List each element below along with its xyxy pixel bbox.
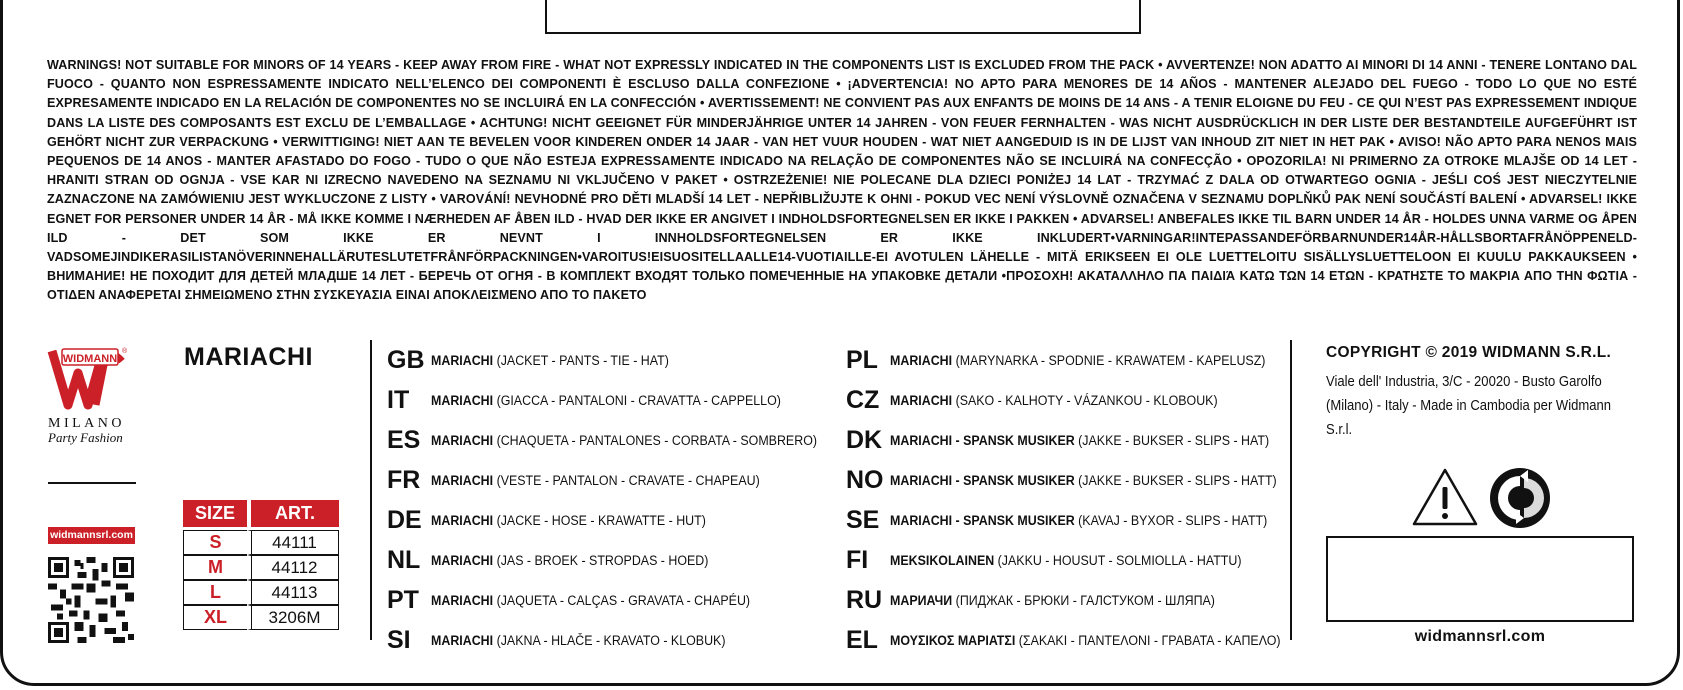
- language-row: [387, 380, 851, 420]
- copyright: COPYRIGHT © 2019 WIDMANN S.R.L.: [1326, 344, 1612, 361]
- lang-items: (JAKKU - HOUSUT - SOLMIOLLA - HATTU): [997, 552, 1242, 568]
- widmann-logo: [48, 343, 138, 446]
- language-row: [387, 460, 851, 500]
- lang-code: SE: [846, 505, 880, 534]
- logo-tagline: Party Fashion: [48, 430, 123, 445]
- green-dot-recycle-icon: [1488, 466, 1552, 530]
- size-table: [183, 500, 339, 630]
- logo-mark: [48, 343, 126, 414]
- lang-items: (JACKET - PANTS - TIE - HAT): [496, 352, 669, 368]
- qr-code-icon: [48, 557, 134, 643]
- lang-items: (ПИДЖАК - БРЮКИ - ГАЛСТУКОМ - ШЛЯПА): [955, 592, 1215, 608]
- size-cell: S: [183, 530, 247, 555]
- warnings-text: WARNINGS! NOT SUITABLE FOR MINORS OF 14 YEARS - KEEP AWAY FROM FIRE - WHAT NOT EXPRESSLY INDICATED IN THE COMPONENTS LIST IS EXCLUDED FROM THE PACK • AVVERTENZE! NON ADATTO AI MINORI DI 14 ANNI - TENERE LONTANO DAL FUOCO - QUANTO NON ESPRESSAMENTE INDICATO NELL’ELENCO DEI COMPONENTI È ESCLUSO DALLA CONFEZIONE • ¡ADVERTENCIA! NO APTO PARA MENORES DE 14 AÑOS - MANTENER ALEJADO DEL FUEGO - TODO LO QUE NO ESTÉ EXPRESAMENTE INDICADO EN LA RELACIÓN DE COMPONENTES NO SE INCLUIRÁ EN LA CONFECCIÓN • AVERTISSEMENT! NE CONVIENT PAS AUX ENFANTS DE MOINS DE 14 ANS - A TENIR ELOIGNE DU FEU - CE QUI N’EST PAS EXPRESSEMENT INDIQUE DANS LA LISTE DES COMPOSANTS EST EXCLU DE L’EMBALLAGE • ACHTUNG! NICHT GEEIGNET FÜR MINDERJÄHRIGE UNTER 14 JAHREN - VON FEUER FERNHALTEN - WAS NICHT AUSDRÜCKLICH IN DER LISTE DER BESTANDTEILE AUFGEFÜHRT IST GEHÖRT NICHT ZUR VERPACKUNG • VERWITTIGING! NIET AAN TE BEVELEN VOOR KINDEREN ONDER 14 JAAR - VAN HET VUUR HOUDEN - WAT NIET AANGEDUID IS IN DE LIJST VAN INHOUD ZIT NIET IN HET PAK • AVISO! NÃO APTO PARA NENOS MAIS PEQUENOS DE 14 ANOS - MANTER AFASTADO DO FOGO - TUDO O QUE NÃO ESTEJA EXPRESSAMENTE INDICADO NA RELAÇÃO DE COMPONENTES NÃO SE INCLUIRÁ NA CONFECÇÃO • OPOZORILA! NI PRIMERNO ZA OTROKE MLAJŠE OD 14 LET - HRANITI STRAN OD OGNJA - VSE KAR NI IZRECNO NAVEDENO NA SEZNAMU NI VKLJUČENO V PAKET • OSTRZEŻENIE! NIE POLECANE DLA DZIECI PONIŻEJ 14 LAT - TRZYMAĆ Z DALA OD OTWARTEGO OGNIA - JEŚLI COŚ JEST NIECZYTELNIE ZAZNACZONE NA ZAMÓWIENIU JEST WYKLUCZONE Z LISTY • VAROVÁNÍ! NEVHODNÉ PRO DĚTI MLADŠÍ 14 LET - NEPŘIBLIŽUJTE K OHNI - POKUD VEC NENÍ VÝSLOVNĚ OZNAČENA V SEZNAMU DOPLŇKŮ PAK NENÍ SOUČÁSTÍ BALENÍ • ADVARSEL! IKKE EGNET FOR PERSONER UNDER 14 ÅR - MÅ IKKE KOMME I NÆRHEDEN AF ÅBEN ILD - HVAD DER IKKE ER ANGIVET I INDHOLDSFORTEGNELSEN ER IKKE I PAKKEN • ADVARSEL! ANBEFALES IKKE TIL BARN UNDER 14 ÅR - HOLDES UNNA VARME OG ÅPEN ILD - DET SOM IKKE ER NEVNT I INNHOLDSFORTEGNELSEN ER IKKE INKLUDERT•VARNINGAR!INTEPASSANDEFÖRBARNUNDER14ÅR-HÅLLSBORTAFRÅNÖPPENELD-VADSOMEJINDIKERASILISTANÖVERINNEHALLÄRUTESLUTETFRÅNFÖRPACKNINGEN•VAROITUS!EISUOSITELLAALLE14-VUOTIAILLE-EI AVOTULEN LÄHELLE - MITÄ ERIKSEEN EI OLE LUETTELOITU SISÄLLYSLUETTELOON EI KUULU PAKKAUKSEEN • ВНИМАНИЕ! НЕ ПОХОДИТ ДЛЯ ДЕТЕЙ МЛАДШЕ 14 ЛЕТ - БЕРЕЧЬ ОТ ОГНЯ - В КОМПЛЕКТ ВХОДЯТ ТОЛЬКО ПОМЕЧЕННЫЕ НА УПАКОВКЕ ДЕТАЛИ •ΠΡΟΣΟΧΗ! ΑΚΑΤΑΛΛΗΛΟ ΠΑ ΠΑΙΔΙΆ ΚΑΤΩ ΤΩΝ 14 ΕΤΩΝ - ΚΡΑΤΗΣΤΕ ΤΟ ΜΑΚΡΙΑ ΑΠΟ ΤΗΝ ΦΩΤΙΑ - ΟΤΙΔΕΝ ΑΝΑΦΕΡΕΤΑΙ ΣΗΜΕΙΩΜΕΝΟ ΣΤΗΝ ΣΥΣΚΕΥΑΣΙΑ ΕΙΝΑΙ ΑΠΟΚΛΕΙΣΜΕΝΟ ΑΠΟ ΤΟ ΠΑΚΕΤΟ: [47, 58, 1637, 303]
- language-row: [846, 580, 1315, 620]
- lang-items: (JAKKE - BUKSER - SLIPS - HAT): [1078, 432, 1270, 448]
- size-header: SIZE: [183, 500, 247, 527]
- lang-name: MARIACHI: [431, 552, 494, 568]
- product-title: MARIACHI: [184, 343, 313, 371]
- lang-name: MARIACHI: [431, 632, 494, 648]
- lang-items: (ΣΑΚΑΚΙ - ΠΑΝΤΕΛΟΝΙ - ΓΡΑΒΑΤΑ - ΚΑΠΕΛΟ): [1018, 632, 1281, 648]
- language-row: [846, 460, 1315, 500]
- languages-left: [387, 340, 851, 660]
- size-row: [183, 605, 339, 630]
- art-cell: 44111: [247, 530, 339, 555]
- size-row: [183, 555, 339, 580]
- lang-items: (KAVAJ - BYXOR - SLIPS - HATT): [1078, 512, 1268, 528]
- language-row: [387, 620, 851, 660]
- lang-code: FR: [387, 465, 421, 494]
- lang-name: MARIACHI - SPANSK MUSIKER: [890, 472, 1075, 488]
- lang-code: RU: [846, 585, 883, 614]
- address: [1326, 370, 1614, 442]
- size-row: [183, 530, 339, 555]
- art-cell: 3206M: [247, 605, 339, 630]
- divider: [48, 482, 136, 484]
- size-cell: L: [183, 580, 247, 605]
- language-row: [387, 540, 851, 580]
- language-row: [387, 580, 851, 620]
- logo-registered: ®: [122, 348, 128, 355]
- language-row: [846, 500, 1315, 540]
- lang-code: DK: [846, 425, 883, 454]
- language-row: [387, 340, 851, 380]
- address-line: (Milano) - Italy - Made in Cambodia per Widmann S.r.l.: [1326, 398, 1612, 438]
- size-row: [183, 580, 339, 605]
- logo-brand: WIDMANN: [62, 353, 118, 365]
- lang-name: ΜΟΥΣΙΚΟΣ ΜΑΡΙΑΤΣΙ: [890, 632, 1016, 648]
- lang-items: (JACKE - HOSE - KRAWATTE - HUT): [496, 512, 706, 528]
- warning-triangle-icon: [1411, 467, 1479, 527]
- lang-name: MARIACHI: [431, 512, 494, 528]
- lang-code: ES: [387, 425, 421, 454]
- site-badge: widmannsrl.com: [48, 527, 135, 544]
- lang-name: MEKSIKOLAINEN: [890, 552, 995, 568]
- lang-name: MARIACHI - SPANSK MUSIKER: [890, 512, 1075, 528]
- size-cell: XL: [183, 605, 247, 630]
- lang-name: MARIACHI: [431, 392, 494, 408]
- lang-name: MARIACHI - SPANSK MUSIKER: [890, 432, 1075, 448]
- blank-label-box: [1326, 536, 1634, 622]
- address-line: Viale dell' Industria, 3/C - 20020 - Busto Garolfo: [1326, 374, 1602, 390]
- lang-name: MARIACHI: [890, 392, 953, 408]
- lang-code: SI: [387, 625, 411, 654]
- lang-name: MARIACHI: [431, 472, 494, 488]
- logo-city: MILANO: [48, 416, 125, 431]
- language-row: [846, 620, 1315, 660]
- language-row: [846, 540, 1315, 580]
- lang-name: MARIACHI: [431, 352, 494, 368]
- language-row: [846, 420, 1315, 460]
- lang-code: EL: [846, 625, 878, 654]
- lang-items: (GIACCA - PANTALONI - CRAVATTA - CAPPELLO): [496, 392, 781, 408]
- language-row: [846, 340, 1315, 380]
- lang-name: MARIACHI: [431, 592, 494, 608]
- lang-code: PL: [846, 345, 878, 374]
- lang-code: FI: [846, 545, 869, 574]
- lang-items: (CHAQUETA - PANTALONES - CORBATA - SOMBRERO): [496, 432, 817, 448]
- lang-code: IT: [387, 385, 410, 414]
- lang-code: GB: [387, 345, 425, 374]
- lang-name: MARIACHI: [890, 352, 953, 368]
- lang-code: CZ: [846, 385, 880, 414]
- lang-items: (VESTE - PANTALON - CRAVATE - CHAPEAU): [496, 472, 760, 488]
- top-window-box: [545, 0, 1141, 34]
- size-cell: M: [183, 555, 247, 580]
- lang-code: PT: [387, 585, 419, 614]
- lang-items: (SAKO - KALHOTY - VÁZANKOU - KLOBOUK): [955, 392, 1218, 408]
- lang-name: MARIACHI: [431, 432, 494, 448]
- languages-right: [846, 340, 1315, 660]
- website: widmannsrl.com: [1414, 628, 1546, 645]
- lang-name: МАРИАЧИ: [890, 592, 953, 608]
- lang-code: DE: [387, 505, 422, 534]
- language-row: [387, 500, 851, 540]
- lang-items: (JAQUETA - CALÇAS - GRAVATA - CHAPÉU): [496, 592, 751, 608]
- lang-items: (JAKKE - BUKSER - SLIPS - HATT): [1078, 472, 1277, 488]
- lang-code: NO: [846, 465, 884, 494]
- column-divider: [370, 340, 372, 640]
- art-header: ART.: [247, 500, 339, 527]
- lang-items: (JAKNA - HLAČE - KRAVATO - KLOBUK): [496, 632, 726, 648]
- language-row: [846, 380, 1315, 420]
- lang-items: (JAS - BROEK - STROPDAS - HOED): [496, 552, 709, 568]
- lang-code: NL: [387, 545, 421, 574]
- lang-items: (MARYNARKA - SPODNIE - KRAWATEM - KAPELUSZ): [955, 352, 1266, 368]
- art-cell: 44113: [247, 580, 339, 605]
- art-cell: 44112: [247, 555, 339, 580]
- language-row: [387, 420, 851, 460]
